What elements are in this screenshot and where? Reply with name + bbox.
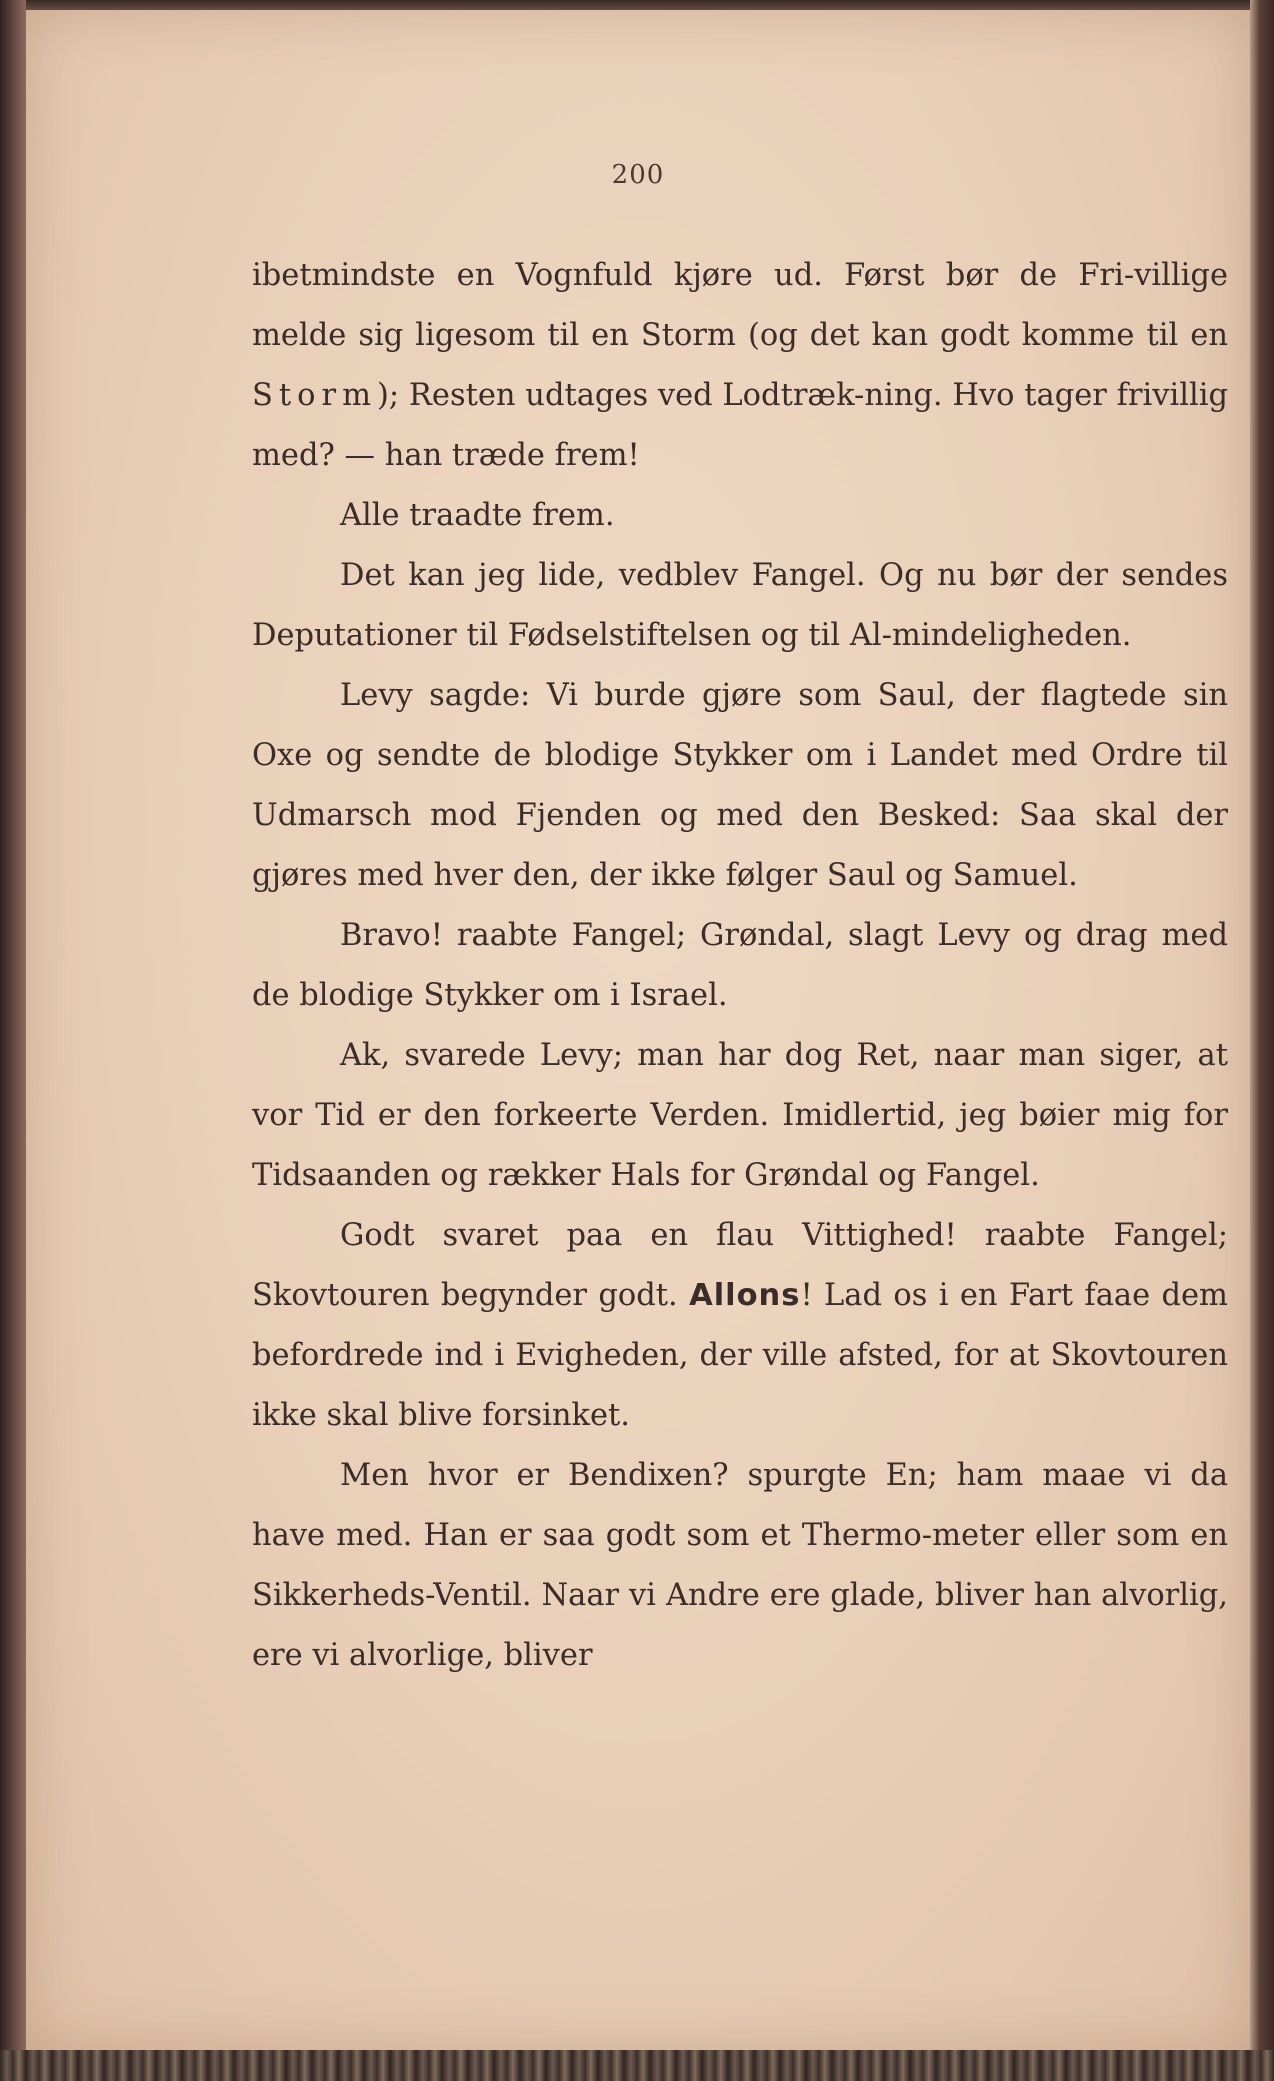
- emphasis-text: Allons: [689, 1278, 801, 1313]
- paragraph-text: ibetmindste en Vognfuld kjøre ud. Først bør de Fri-villige melde sig ligesom til en Storm (og det kan godt komme til en: [252, 258, 1228, 353]
- emphasis-text: Storm: [252, 378, 378, 413]
- paragraph: [252, 546, 1228, 666]
- body-text: [252, 246, 1228, 1686]
- paragraph-text: Det kan jeg lide, vedblev Fangel. Og nu bør der sendes Deputationer til Fødselstiftelsen og til Al-mindeligheden.: [252, 558, 1228, 653]
- paragraph: [252, 1206, 1228, 1446]
- paragraph-text: Alle traadte frem.: [340, 498, 615, 533]
- book-binding-right: [1250, 0, 1274, 2081]
- paragraph-text: Bravo! raabte Fangel; Grøndal, slagt Levy og drag med de blodige Stykker om i Israel.: [252, 918, 1228, 1013]
- book-binding-left: [0, 0, 26, 2081]
- paragraph-text: Men hvor er Bendixen? spurgte En; ham maae vi da have med. Han er saa godt som et Thermo-meter eller som en Sikkerheds-Ventil. Naar vi Andre ere glade, bliver han alvorlig, ere vi alvorlige, bliver: [252, 1458, 1228, 1673]
- page-number: 200: [611, 160, 665, 190]
- paragraph-text: Ak, svarede Levy; man har dog Ret, naar man siger, at vor Tid er den forkeerte Verden. Imidlertid, jeg bøier mig for Tidsaanden og rækker Hals for Grøndal og Fangel.: [252, 1038, 1228, 1193]
- paragraph: [252, 666, 1228, 906]
- paragraph: [252, 246, 1228, 486]
- paragraph: [252, 906, 1228, 1026]
- book-page: [26, 10, 1250, 2050]
- paragraph: [252, 1446, 1228, 1686]
- paragraph-text: Godt svaret paa en flau Vittighed! raabte Fangel; Skovtouren begynder godt.: [252, 1218, 1228, 1313]
- book-bottom-edge: [0, 2050, 1274, 2081]
- paragraph-text: Levy sagde: Vi burde gjøre som Saul, der flagtede sin Oxe og sendte de blodige Stykker om i Landet med Ordre til Udmarsch mod Fjenden og med den Besked: Saa skal der gjøres med hver den, der ikke følger Saul og Samuel.: [252, 678, 1228, 893]
- paragraph: [252, 486, 1228, 546]
- paragraph-text: ); Resten udtages ved Lodtræk-ning. Hvo tager frivillig med? — han træde frem!: [252, 378, 1228, 473]
- paragraph-text: ! Lad os i en Fart faae dem befordrede ind i Evigheden, der ville afsted, for at Skovtouren ikke skal blive forsinket.: [252, 1278, 1228, 1433]
- paragraph: [252, 1026, 1228, 1206]
